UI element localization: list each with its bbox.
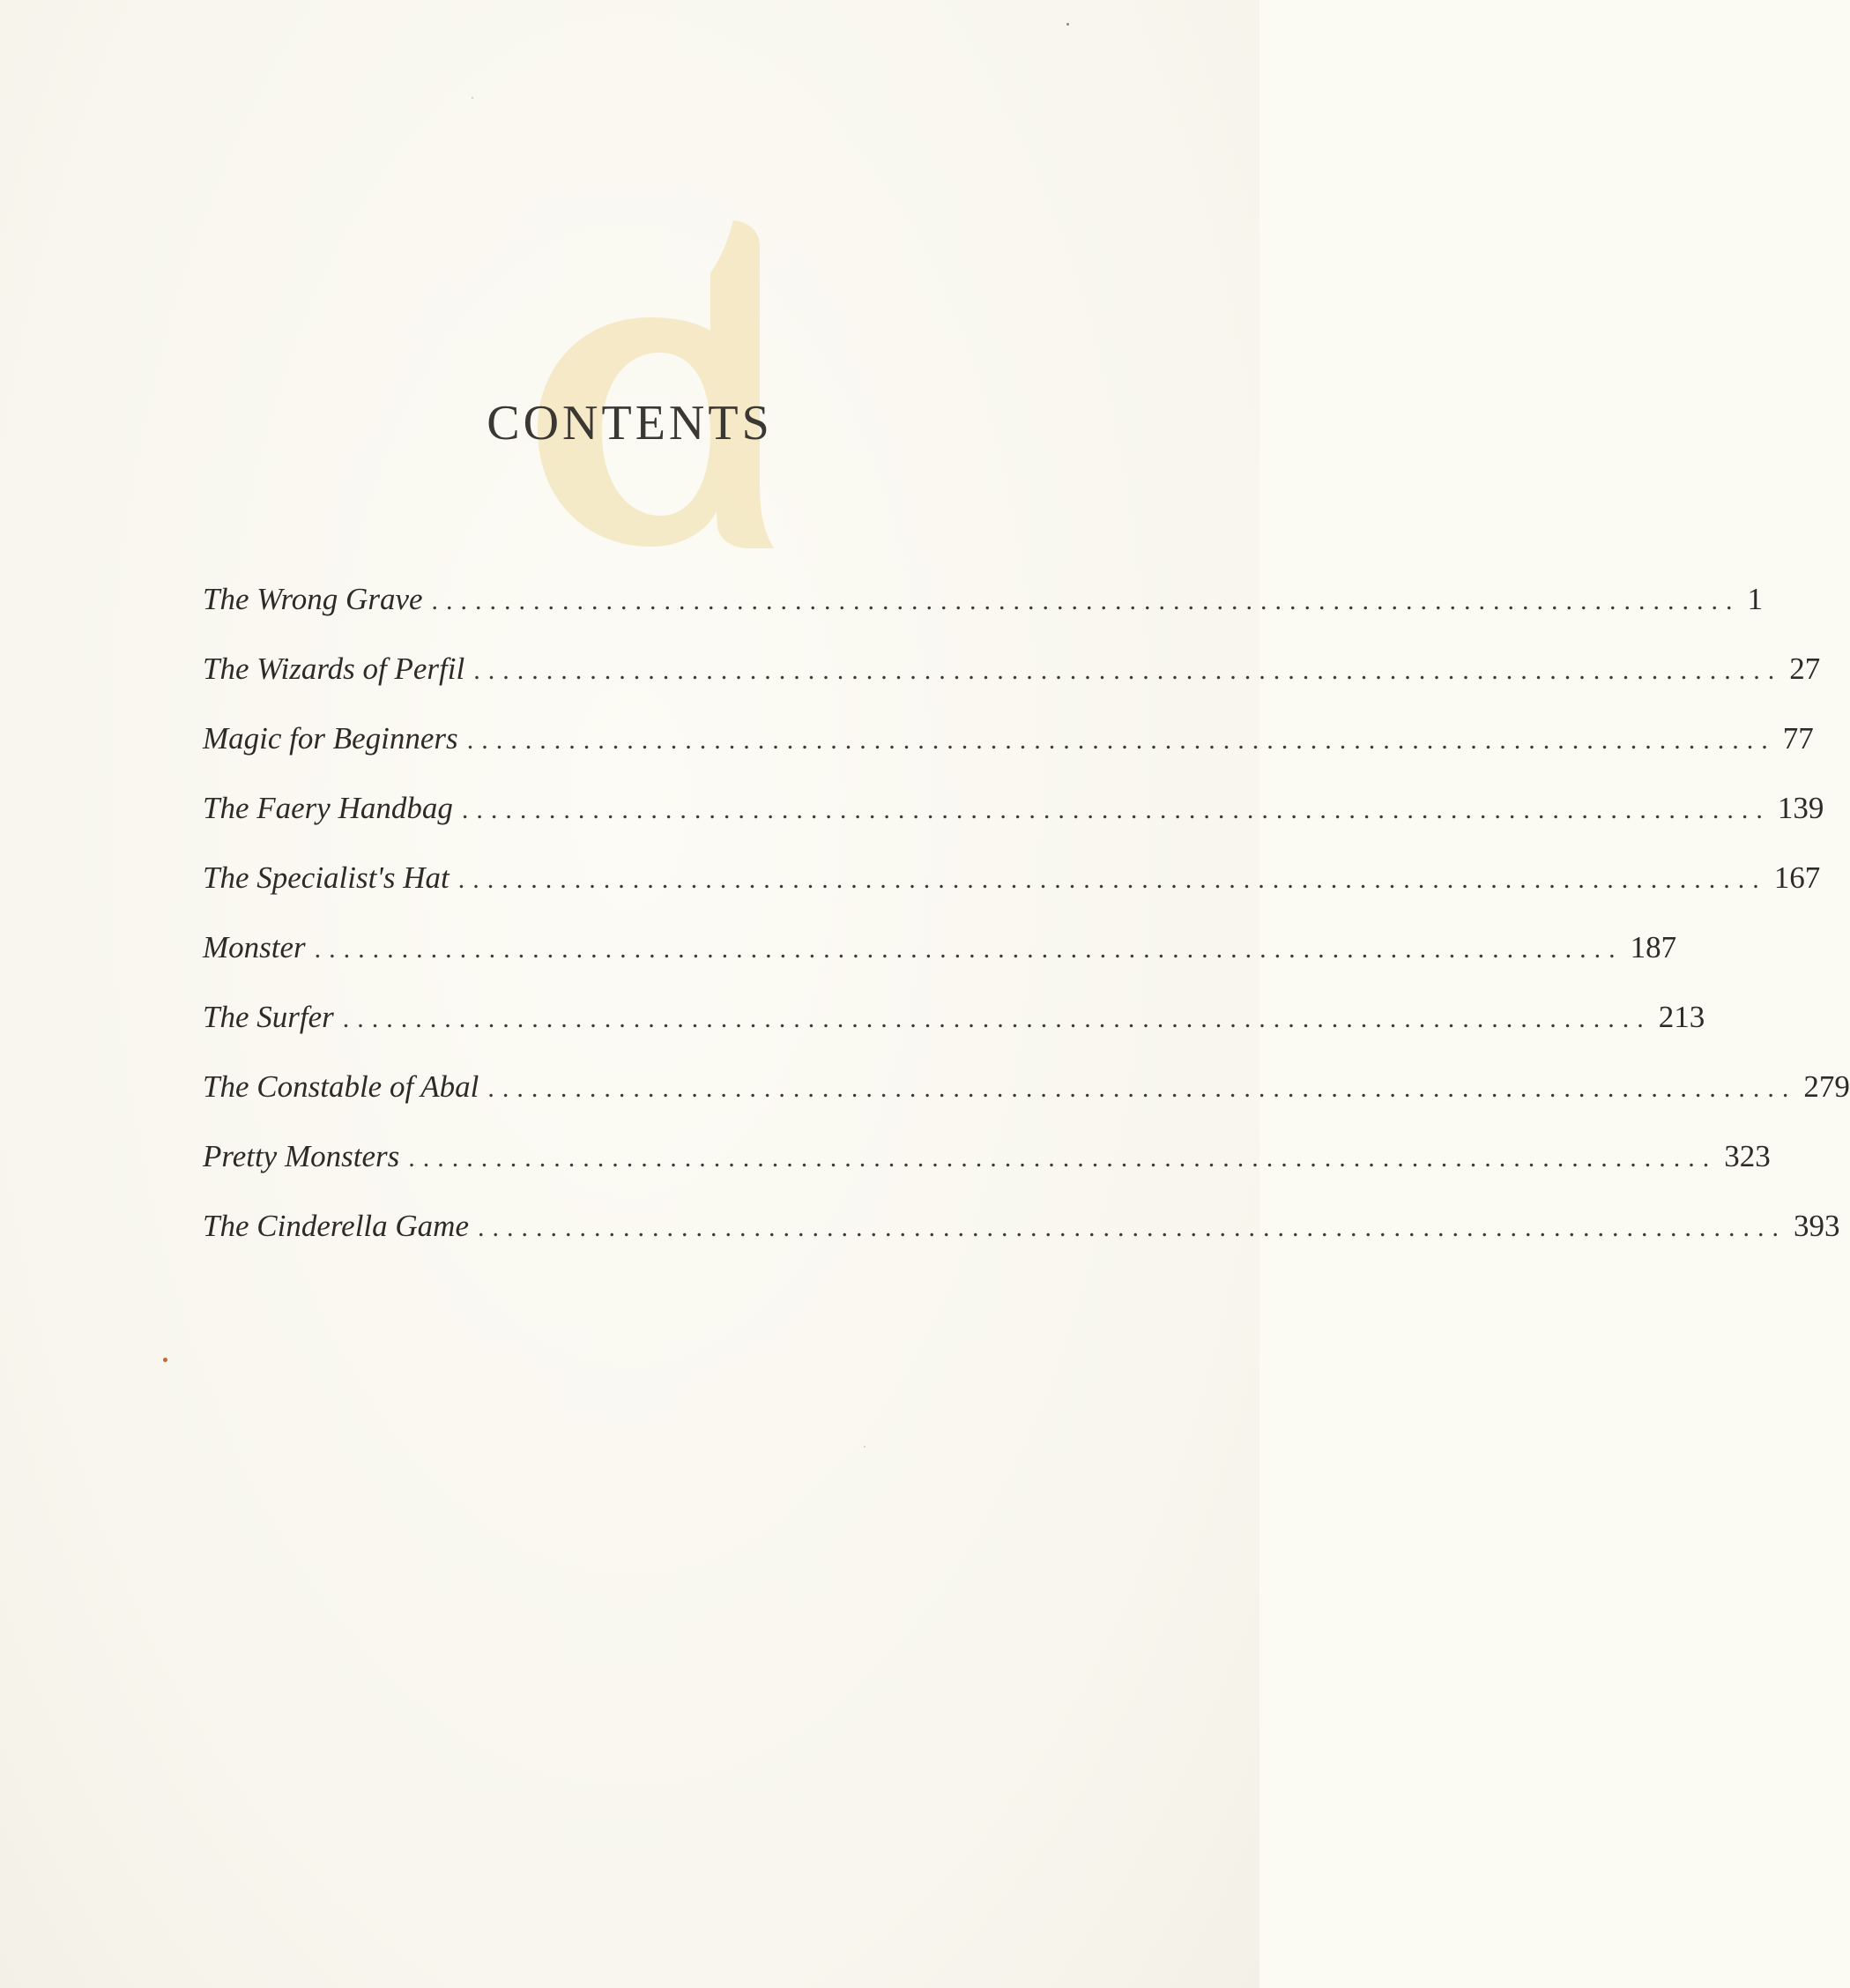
toc-dot-leader: ..........................................................................................: [314, 934, 1623, 964]
toc-entry-title: Magic for Beginners: [203, 721, 458, 756]
ornament-letter-a-icon: [518, 220, 809, 555]
toc-entry-title: The Wrong Grave: [203, 582, 423, 616]
table-of-contents: [203, 582, 1850, 1278]
toc-entry: [203, 1139, 1771, 1209]
toc-entry-page-number: 77: [1782, 721, 1814, 756]
toc-entry-page-number: 167: [1773, 860, 1821, 895]
toc-entry: [203, 930, 1677, 1000]
toc-entry-title: The Faery Handbag: [203, 791, 453, 825]
toc-entry-page-number: 279: [1803, 1069, 1850, 1104]
page-title: CONTENTS: [487, 396, 773, 450]
toc-dot-leader: ..........................................................................................: [487, 1074, 1797, 1103]
paper-speck: [472, 97, 473, 99]
ornament-bowl: [538, 220, 774, 548]
toc-dot-leader: ..........................................................................................: [461, 795, 1771, 824]
toc-dot-leader: ..........................................................................................: [457, 865, 1767, 894]
toc-entry-title: Monster: [203, 930, 306, 964]
toc-entry-title: The Cinderella Game: [203, 1209, 469, 1243]
toc-entry-title: The Surfer: [203, 1000, 334, 1034]
toc-entry: [203, 860, 1821, 930]
toc-dot-leader: ..........................................................................................: [466, 726, 1776, 755]
toc-entry-title: The Wizards of Perfil: [203, 651, 465, 686]
toc-entry-page-number: 1: [1747, 582, 1764, 616]
toc-dot-leader: ..........................................................................................: [431, 586, 1741, 615]
toc-entry: [203, 582, 1764, 651]
toc-entry: [203, 651, 1821, 721]
toc-entry-page-number: 187: [1630, 930, 1677, 964]
toc-entry: [203, 1209, 1840, 1278]
toc-entry-title: Pretty Monsters: [203, 1139, 400, 1173]
toc-entry-page-number: 213: [1658, 1000, 1705, 1034]
toc-entry-page-number: 323: [1724, 1139, 1771, 1173]
toc-entry-page-number: 393: [1794, 1209, 1840, 1243]
toc-entry-title: The Constable of Abal: [203, 1069, 479, 1104]
paper-speck: [163, 1358, 167, 1362]
toc-entry-page-number: 139: [1777, 791, 1824, 825]
toc-dot-leader: ..........................................................................................: [478, 1213, 1787, 1242]
toc-entry-page-number: 27: [1789, 651, 1821, 686]
toc-entry: [203, 1000, 1705, 1069]
toc-entry: [203, 1069, 1850, 1139]
toc-entry-title: The Specialist's Hat: [203, 860, 449, 895]
toc-dot-leader: ..........................................................................................: [342, 1004, 1652, 1033]
toc-entry: [203, 721, 1814, 791]
toc-dot-leader: ..........................................................................................: [473, 656, 1783, 685]
toc-entry: [203, 791, 1824, 860]
toc-dot-leader: ..........................................................................................: [408, 1143, 1718, 1173]
paper-speck: [864, 1446, 866, 1448]
paper-speck: [1066, 23, 1069, 26]
